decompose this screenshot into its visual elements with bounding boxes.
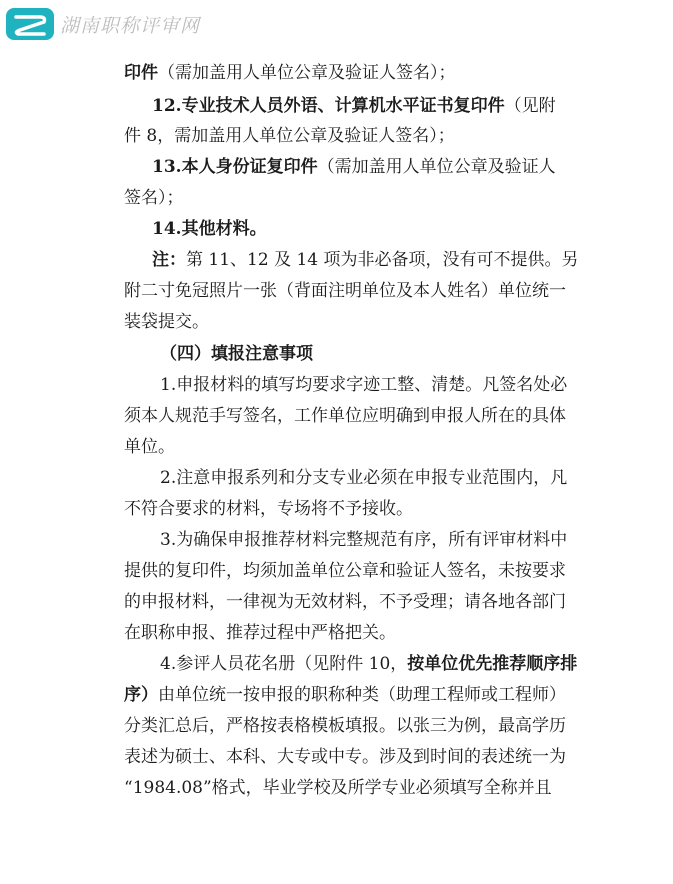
text-line: 装袋提交。 [124,312,209,332]
text-line: 提供的复印件，均须加盖单位公章和验证人签名，未按要求 [124,561,566,581]
text-line: 2.注意申报系列和分支专业必须在申报专业范围内，凡 [160,468,568,488]
text-line: 序）由单位统一按申报的职称种类（助理工程师或工程师） [124,685,566,705]
section-heading: （四）填报注意事项 [160,344,313,364]
note-line: 注：第 11、12 及 14 项为非必备项，没有可不提供。另 [152,250,579,270]
text-line: 的申报材料，一律视为无效材料，不予受理；请各地各部门 [124,592,566,612]
text-line: “1984.08”格式，毕业学校及所学专业必须填写全称并且 [124,778,552,798]
text-line: 签名）； [124,188,184,208]
logo-icon [6,8,54,40]
watermark-text: 湖南职称评审网 [60,14,201,37]
text-line: 1.申报材料的填写均要求字迹工整、清楚。凡签名处必 [160,375,568,395]
text-line: 4.参评人员花名册（见附件 10，按单位优先推荐顺序排 [160,654,578,674]
item-13: 13.本人身份证复印件（需加盖用人单位公章及验证人 [152,157,556,177]
text-line: 附二寸免冠照片一张（背面注明单位及本人姓名）单位统一 [124,281,566,301]
text-line: 单位。 [124,437,175,457]
item-12: 12.专业技术人员外语、计算机水平证书复印件（见附 [152,96,556,116]
site-watermark [6,7,200,41]
text-line: 3.为确保申报推荐材料完整规范有序，所有评审材料中 [160,530,568,550]
text-line: 不符合要求的材料，专场将不予接收。 [124,499,413,519]
item-14: 14.其他材料。 [152,219,267,239]
text-line: 件 8，需加盖用人单位公章及验证人签名）； [124,126,455,146]
text-line: 分类汇总后，严格按表格模板填报。以张三为例，最高学历 [124,716,566,736]
text-line: 须本人规范手写签名，工作单位应明确到申报人所在的具体 [124,406,566,426]
text-line: 表述为硕士、本科、大专或中专。涉及到时间的表述统一为 [124,747,566,767]
text-line: 印件（需加盖用人单位公章及验证人签名）； [124,63,456,83]
text-line: 在职称申报、推荐过程中严格把关。 [124,623,396,643]
